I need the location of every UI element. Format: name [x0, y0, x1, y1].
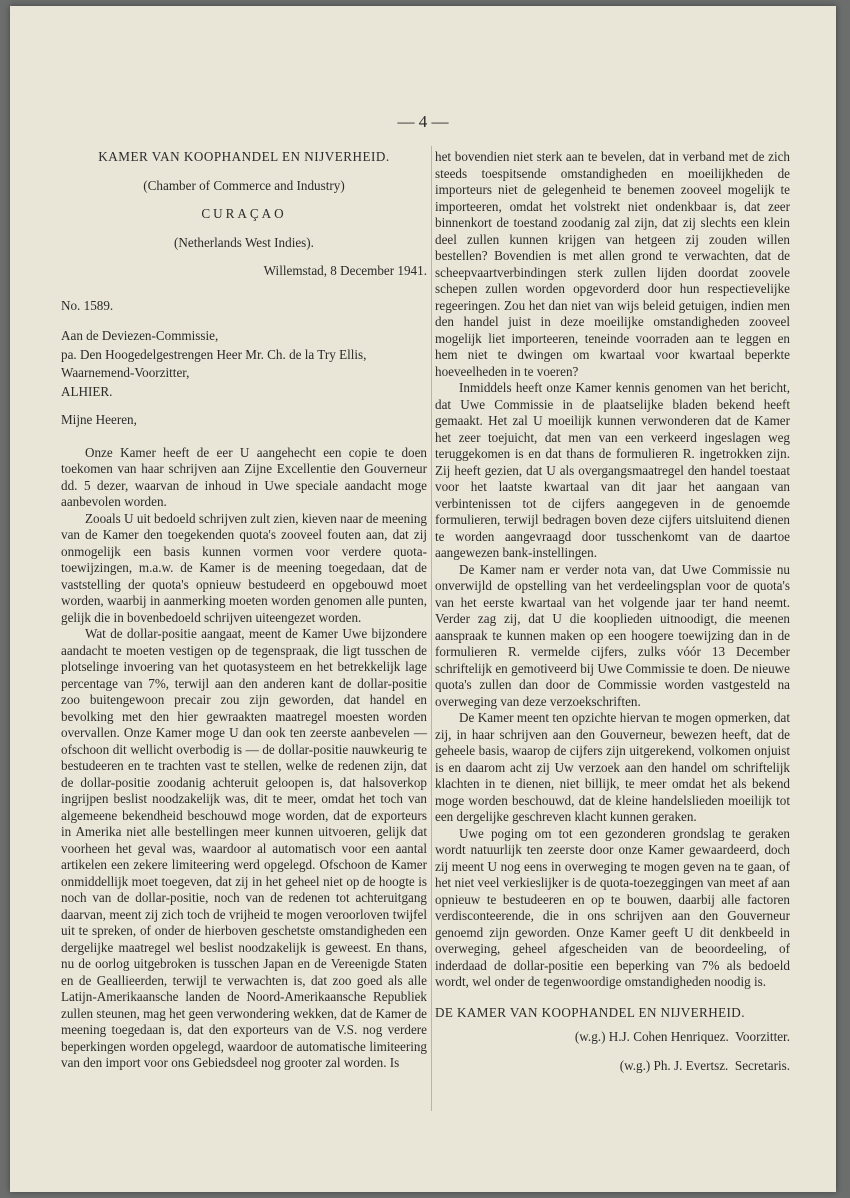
- body-paragraph: Zooals U uit bedoeld schrijven zult zien, kieven naar de meening van de Kamer den toegekenden quota's zooveel fouten aan, dat zij onmogelijk een basis kunnen vormen voor verdere quota-toewijzingen, m.a.w. de Kamer is de meening toegedaan, dat de vaststelling der quota's opnieuw bestudeerd en opgebouwd moet worden, waarbij in aanmerking moeten worden genomen alle punten, gelijk die in bovenbedoeld schrijven uiteengezet worden.: [61, 510, 427, 625]
- left-column: [61, 149, 427, 1072]
- place-date: Willemstad, 8 December 1941.: [263, 263, 427, 278]
- letterhead-place: CURAÇAO: [201, 206, 287, 221]
- address-line: ALHIER.: [61, 383, 113, 399]
- address-block: [61, 328, 427, 400]
- letterhead-translation: (Chamber of Commerce and Industry): [143, 177, 345, 193]
- letterhead-org: KAMER VAN KOOPHANDEL EN NIJVERHEID.: [98, 149, 390, 164]
- reference-number: No. 1589.: [61, 297, 114, 313]
- closing-org: DE KAMER VAN KOOPHANDEL EN NIJVERHEID.: [435, 1004, 745, 1020]
- body-paragraph: De Kamer meent ten opzichte hiervan te mogen opmerken, dat zij, in haar schrijven aan den Gouverneur, bewezen heeft, dat de geheele basis, waarop de cijfers zijn uitgerekend, volkomen onjuist is en daarom acht zij Uw verzoek aan den handel om schriftelijk klachten in te dienen, niet billijk, te meer omdat het als bekend moge worden beschouwd, dat de kleine handelslieden moeilijk tot een dergelijke geschreven klacht kunnen geraken.: [435, 710, 790, 824]
- body-paragraph: Inmiddels heeft onze Kamer kennis genomen van het bericht, dat Uwe Commissie in de plaatselijke bladen bekend heeft gemaakt. Het zal U moeilijk kunnen verwonderen dat de Kamer het zeer toejuicht, dat men van een verkeerd ingeslagen weg teruggekomen is en dat thans de formulieren R. ingetrokken zijn. Zij heeft gezien, dat U als overgangsmaatregel den handel toestaat voor het laatste kwartaal van dit jaar het aangaan van verbintenissen tot de cijfers aangegeven in de genoemde formulieren, terwijl bedragen boven deze cijfers uitsluitend dienen te worden aangevraagd door tusschenkomt van de daartoe aangewezen bank-instellingen.: [435, 380, 790, 560]
- body-paragraph: De Kamer nam er verder nota van, dat Uwe Commissie nu onverwijld de opstelling van het verdeelingsplan voor de quota's van het eerste kwartaal van het volgende jaar ter hand neemt. Verder zag zij, dat U die kooplieden uitnoodigt, die meenen aanspraak te kunnen maken op een hoogere toewijzing dan in de formulieren R. vermelde cijfers, zulks vóór 13 December schriftelijk en gemotiveerd bij Uwe Commissie te doen. De nieuwe quota's zullen dan door de Commissie worden vastgesteld na overweging van deze verzoekschriften.: [435, 561, 790, 709]
- salutation: Mijne Heeren,: [61, 412, 137, 427]
- body-paragraph: het bovendien niet sterk aan te bevelen, dat in verband met de zich steeds toespitsende omstandigheden en moeilijkheden de importeurs niet de gelegenheid te benemen zooveel mogelijk te importeeren, omdat het volstrekt niet ondenkbaar is, dat zeer binnenkort de toestand zoodanig zal zijn, dat zij slechts een klein deel zullen kunnen krijgen van hetgeen zij zouden willen bestellen? Bovendien is met allen grond te verwachten, dat de scheepvaartverbindingen sterk zullen lijden doordat zoovele schepen zullen worden opgevorderd door hun respectievelijke regeeringen. Zou het dan niet van wijs beleid getuigen, indien men den handel juist in deze moeilijke omstandigheden zooveel mogelijk liet importeeren, teneinde voorraden aan te leggen en hem niet te dwingen om kwartaal voor kwartaal beperkte hoeveelheden in te voeren?: [435, 149, 790, 379]
- signature-chairman: (w.g.) H.J. Cohen Henriquez. Voorzitter.: [574, 1029, 790, 1044]
- document-page: [10, 6, 836, 1192]
- column-divider: [431, 146, 432, 1111]
- body-paragraph: Uwe poging om tot een gezonderen grondslag te geraken wordt natuurlijk ten zeerste door onze Kamer gewaardeerd, doch zij meent U nog eens in overweging te mogen geven na te gaan, of het niet veel verkieslijker is de quota-toezeggingen van meet af aan opnieuw te bestudeeren en op te bouwen, daarbij alle factoren verdisconteerende, die in ons schrijven aan den Gouverneur genoemd zijn geworden. Onze Kamer geeft U dit denkbeeld in overweging, geheel afgescheiden van de beoordeeling, of inderdaad de dollar-positie een beperking van 7% als bedoeld wordt, wel onder de tegenwoordige omstandigheden noodig is.: [435, 825, 790, 989]
- letterhead-country: (Netherlands West Indies).: [174, 234, 314, 250]
- signature-secretary: (w.g.) Ph. J. Evertsz. Secretaris.: [619, 1057, 790, 1073]
- address-line: Waarnemend-Voorzitter,: [61, 365, 190, 380]
- address-line: Aan de Deviezen-Commissie,: [61, 328, 219, 343]
- address-line: pa. Den Hoogedelgestrengen Heer Mr. Ch. de la Try Ellis,: [61, 346, 367, 362]
- page-number: — 4 —: [397, 112, 449, 131]
- body-paragraph: Wat de dollar-positie aangaat, meent de Kamer Uwe bijzondere aandacht te moeten vestigen op de tegenspraak, die ligt tusschen de plotselinge invoering van het quotasysteem en het betrekkelijk lage percentage van 7%, terwijl aan den anderen kant de dollar-positie zoo buitengewoon precair zou zijn geworden, dat handel en bevolking met den hier gewraakten maatregel moesten worden overvallen. Onze Kamer moge U dan ook ten zeerste aanbevelen — ofschoon dit wellicht overbodig is — de dollar-positie nauwkeurig te bestudeeren en te trachten vast te stellen, welke de redenen zijn, dat de dollar-positie zoodanig achteruit geloopen is, dat halsoverkop ingrijpen beslist noodzakelijk was, dit te meer, omdat het toch van algemeene bekendheid beschouwd moge worden, dat de exporteurs in Amerika niet alle bestellingen meer kunnen uitvoeren, gelijk dat voorheen het geval was, waardoor al automatisch voor een aantal artikelen een zekere limiteering werd opgelegd. Ofschoon de Kamer onmiddellijk moet toegeven, dat zij in het geheel niet op de hoogte is noch van de dollar-positie, noch van de redenen tot achteruitgang daarvan, meent zij zich toch de vrijheid te mogen veroorloven twijfel uit te spreken, of onder de hierboven geschetste omstandigheden een dergelijke maatregel wel beslist noodzakelijk is geweest. En thans, nu de oorlog uitgebroken is tusschen Japan en de Vereenigde Staten en de Geallieerden, terwijl te verwachten is, dat zoo goed als alle Latijn-Amerikaansche landen de Noord-Amerikaansche Republiek zullen steunen, mag het geen verwondering wekken, dat de Kamer de meening toegedaan is, dat den exporteurs van de V.S. nog verdere beperkingen worden opgelegd, waardoor de automatische limiteering van den import voor ons Gebiedsdeel nog grooter zal worden. Is: [61, 626, 427, 1070]
- right-column: [435, 149, 790, 1074]
- body-paragraph: Onze Kamer heeft de eer U aangehecht een copie te doen toekomen van haar schrijven aan Zijne Excellentie den Gouverneur dd. 5 dezer, waarvan de inhoud in Uwe speciale aandacht moge aanbevolen worden.: [61, 444, 427, 509]
